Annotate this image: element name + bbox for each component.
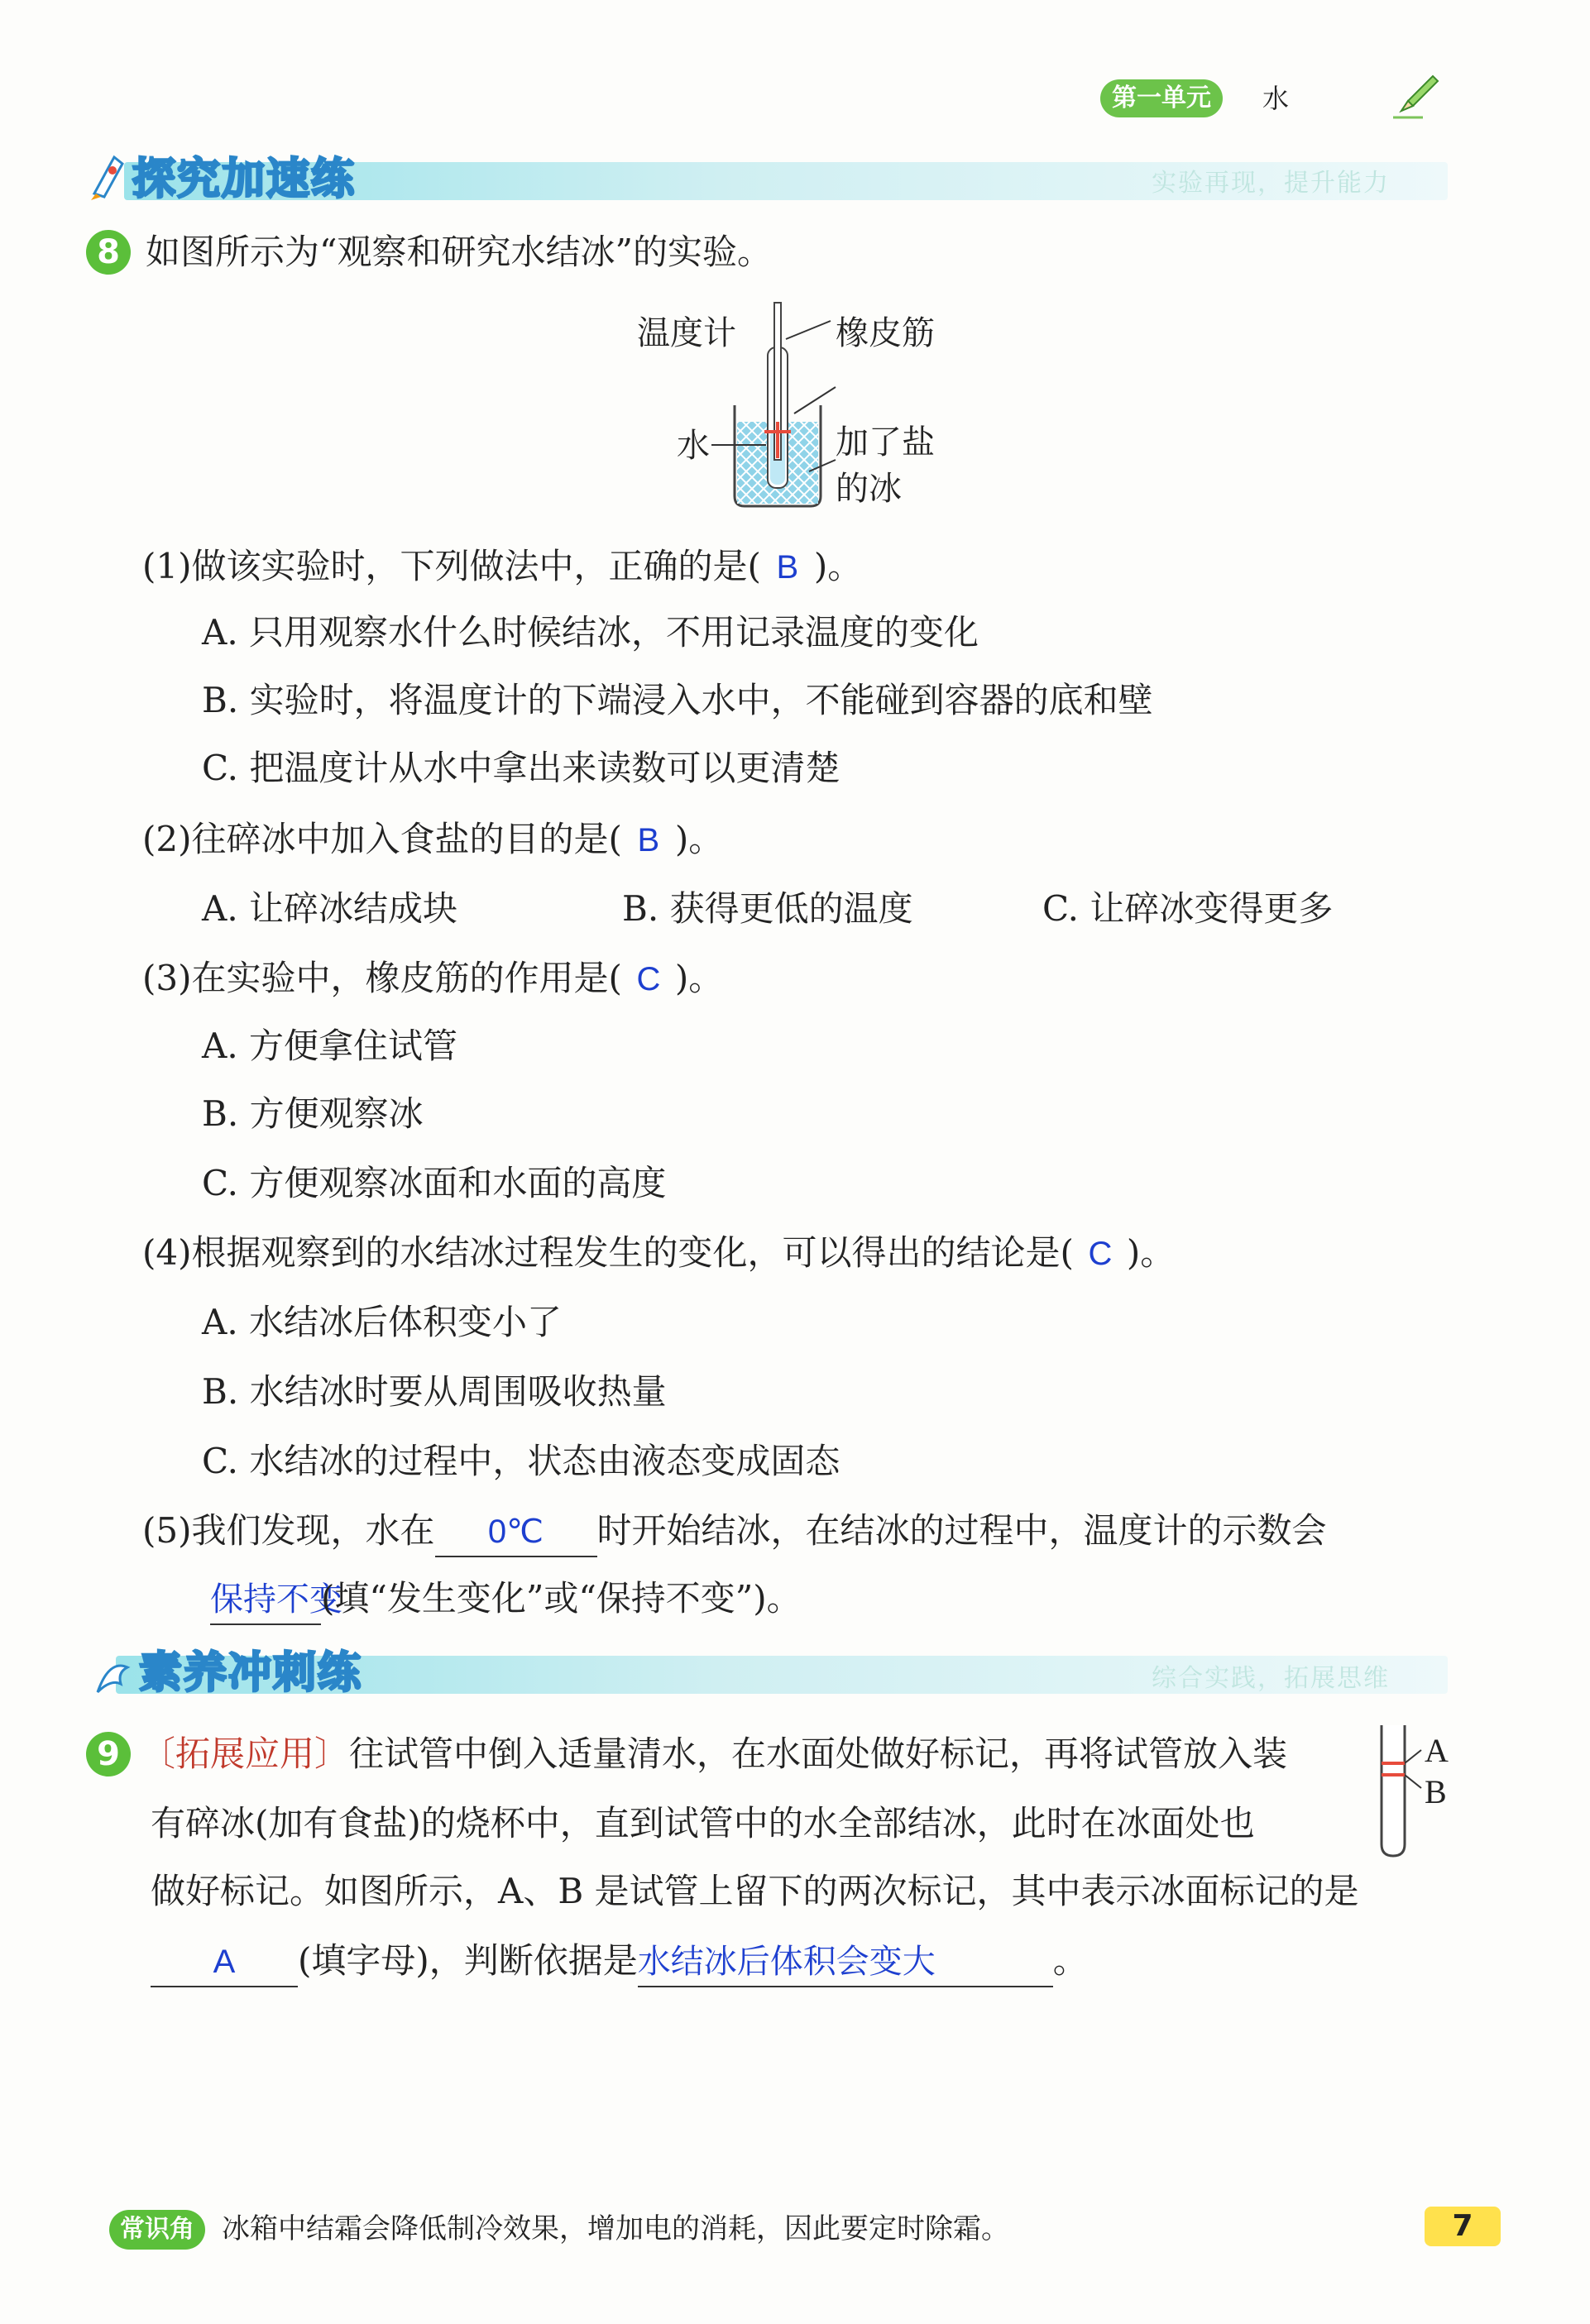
- option-1b: B. 实验时，将温度计的下端浸入水中，不能碰到容器的底和壁: [202, 680, 1153, 720]
- unit-badge: 第一单元: [1100, 79, 1223, 117]
- option-2a: A. 让碎冰结成块: [202, 888, 458, 929]
- question-number: 8: [86, 230, 131, 275]
- question-9-text-1: 往试管中倒入适量清水，在水面处做好标记，再将试管放入装: [349, 1733, 1288, 1774]
- figure-label-salted-ice-1: 加了盐: [836, 423, 935, 461]
- question-number-9: 9: [86, 1732, 131, 1776]
- figure-label-a: A: [1425, 1732, 1449, 1769]
- question-9-end: 。: [1052, 1940, 1088, 1981]
- sub-question-4-answer: C: [1088, 1236, 1113, 1272]
- sub-question-3-closing: )。: [674, 958, 724, 998]
- question-9-middle: (填字母)，判断依据是: [298, 1940, 638, 1981]
- option-1c: C. 把温度计从水中拿出来读数可以更清楚: [202, 748, 840, 788]
- sub-question-2: [142, 815, 723, 864]
- option-3c: C. 方便观察冰面和水面的高度: [202, 1163, 667, 1203]
- sub-question-1: [142, 543, 862, 591]
- figure-label-water: 水: [677, 427, 710, 465]
- page-number: 7: [1425, 2207, 1501, 2246]
- sub-question-5-middle: 时开始结冰，在结冰的过程中，温度计的示数会: [596, 1510, 1327, 1551]
- figure-label-b: B: [1425, 1773, 1447, 1810]
- rocket-icon: [86, 149, 136, 202]
- sub-question-4-prompt: (4)根据观察到的水结冰过程发生的变化，可以得出的结论是(: [142, 1232, 1074, 1273]
- beaker-diagram: [711, 298, 844, 513]
- question-9-tag: 〔拓展应用〕: [141, 1733, 350, 1774]
- figure-label-thermometer: 温度计: [637, 314, 736, 352]
- tip-text: 冰箱中结霜会降低制冷效果，增加电的消耗，因此要定时除霜。: [222, 2212, 1009, 2245]
- option-2c: C. 让碎冰变得更多: [1042, 888, 1334, 929]
- option-4a: A. 水结冰后体积变小了: [202, 1302, 563, 1342]
- sub-question-3-prompt: (3)在实验中，橡皮筋的作用是(: [142, 958, 622, 998]
- sub-question-2-prompt: (2)往碎冰中加入食盐的目的是(: [142, 819, 622, 859]
- sub-question-5: [142, 1507, 1327, 1557]
- sub-question-5-line-2: [210, 1575, 802, 1625]
- tip-badge: 常识角: [109, 2210, 205, 2250]
- sub-question-2-closing: )。: [674, 819, 724, 859]
- option-4b: B. 水结冰时要从周围吸收热量: [202, 1371, 667, 1412]
- test-tube-figure: [1373, 1720, 1423, 1861]
- sub-question-5-closing: (填“发生变化”或“保持不变”)。: [321, 1578, 802, 1619]
- question-9-line-1: [141, 1730, 1287, 1778]
- figure-label-rubber-band: 橡皮筋: [836, 314, 935, 352]
- question-9-answer-1: A: [151, 1938, 298, 1987]
- option-3a: A. 方便拿住试管: [202, 1026, 458, 1066]
- option-3b: B. 方便观察冰: [202, 1093, 424, 1134]
- sub-question-3: [142, 954, 723, 1003]
- sub-question-1-answer: B: [776, 549, 799, 586]
- sub-question-3-answer: C: [636, 961, 661, 997]
- sub-question-4-closing: )。: [1126, 1232, 1176, 1273]
- unit-topic: 水: [1262, 83, 1290, 114]
- section-subtitle: 实验再现，提升能力: [1152, 169, 1390, 198]
- option-1a: A. 只用观察水什么时候结冰，不用记录温度的变化: [202, 612, 979, 653]
- wave-icon: [93, 1651, 142, 1700]
- sub-question-4: [142, 1229, 1175, 1278]
- sub-question-1-prompt: (1)做该实验时，下列做法中，正确的是(: [142, 546, 761, 586]
- sub-question-1-closing: )。: [813, 546, 863, 586]
- section-title-2: 素养冲刺练: [139, 1648, 363, 1698]
- question-9-line-2: 有碎冰(加有食盐)的烧杯中，直到试管中的水全部结冰，此时在冰面处也: [151, 1803, 1255, 1843]
- sub-question-5-answer-1: 0℃: [435, 1508, 597, 1557]
- sub-question-5-answer-2: 保持不变: [210, 1576, 321, 1625]
- option-4c: C. 水结冰的过程中，状态由液态变成固态: [202, 1441, 840, 1481]
- section-subtitle-2: 综合实践，拓展思维: [1152, 1664, 1390, 1693]
- question-9-answer-2: 水结冰后体积会变大: [638, 1938, 1053, 1987]
- question-stem: 如图所示为“观察和研究水结冰”的实验。: [146, 232, 772, 272]
- sub-question-2-answer: B: [637, 822, 660, 858]
- pencil-icon: [1390, 65, 1448, 122]
- section-title: 探究加速练: [132, 155, 357, 204]
- option-2b: B. 获得更低的温度: [622, 888, 913, 929]
- sub-question-5-prompt: (5)我们发现，水在: [142, 1510, 435, 1551]
- question-9-line-3: 做好标记。如图所示，A、B 是试管上留下的两次标记，其中表示冰面标记的是: [151, 1871, 1359, 1911]
- figure-label-salted-ice-2: 的冰: [836, 470, 902, 508]
- question-9-line-4: [151, 1937, 1088, 1987]
